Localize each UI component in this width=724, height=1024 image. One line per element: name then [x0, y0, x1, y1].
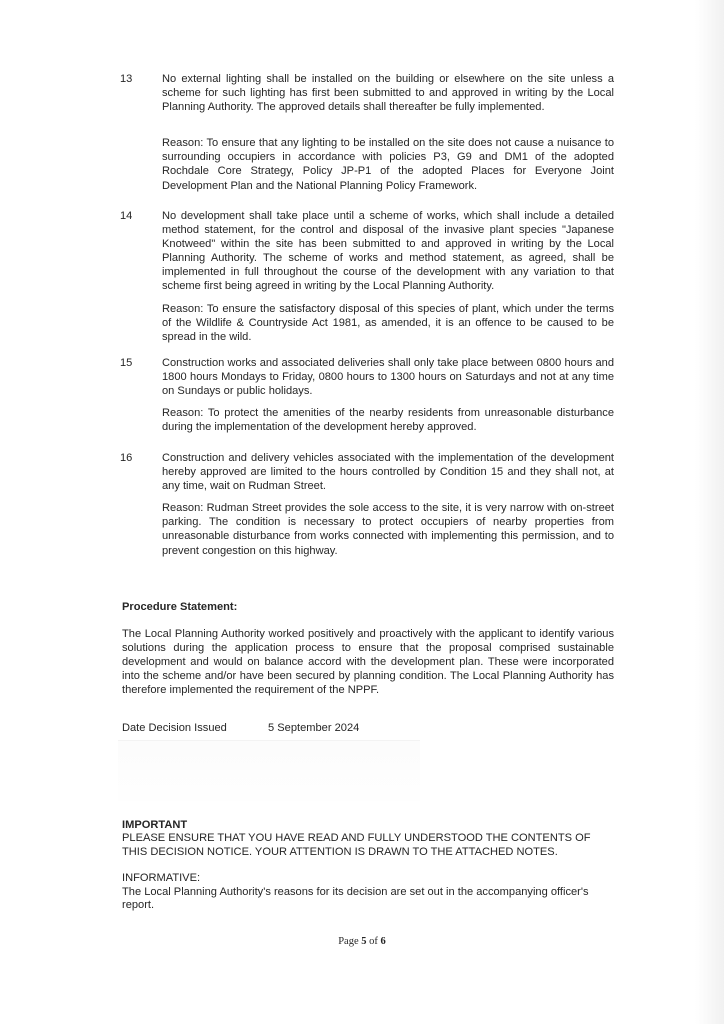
informative-title: INFORMATIVE: [122, 872, 201, 884]
condition-text: Construction and delivery vehicles associated with the implementation of the development hereby approved are limited to the hours controlled by Condition 15 and they shall not, at any time, wait on Rudman Street. [162, 452, 614, 493]
condition-14 [120, 209, 614, 344]
condition-text: No external lighting shall be installed on the building or elsewhere on the site unless a scheme for such lighting has first been submitted to and approved in writing by the Local Planning Authority. The approved details shall thereafter be fully implemented. [162, 73, 614, 114]
procedure-statement-heading [122, 600, 614, 614]
condition-body [162, 209, 614, 344]
condition-text: Construction works and associated deliveries shall only take place between 0800 hours and 1800 hours Mondays to Friday, 0800 hours to 1300 hours on Saturdays and not at any time on Sundays or public holidays. [162, 357, 614, 398]
condition-reason: Reason: To ensure the satisfactory disposal of this species of plant, which under the terms of the Wildlife & Countryside Act 1981, as amended, it is an offence to be caused to be spread in the wild. [162, 302, 614, 343]
condition-16 [120, 451, 614, 558]
condition-body [162, 72, 614, 193]
date-decision-value: 5 September 2024 [268, 722, 360, 734]
page-number-middle: of [366, 936, 381, 947]
page-number-total: 6 [380, 936, 386, 947]
signature-area [118, 740, 420, 801]
condition-15 [120, 356, 614, 434]
condition-reason: Reason: Rudman Street provides the sole access to the site, it is very narrow with on-street parking. The condition is necessary to protect occupiers of nearby properties from unreasonable disturbance from works connected with implementing this permission, and to prevent congestion on this highway. [162, 502, 614, 557]
procedure-statement-text: The Local Planning Authority worked positively and proactively with the applicant to identify various solutions during the application process to ensure that the proposal comprised sustainable development and would on balance accord with the development plan. These were incorporated into the scheme and/or have been secured by planning condition. The Local Planning Authority has therefore implemented the requirement of the NPPF. [122, 628, 614, 697]
informative-text: The Local Planning Authority's reasons for its decision are set out in the accompanying officer's report. [122, 885, 589, 912]
condition-reason: Reason: To protect the amenities of the nearby residents from unreasonable disturbance during the implementation of the development hereby approved. [162, 407, 614, 434]
condition-body [162, 451, 614, 558]
date-decision-label: Date Decision Issued [122, 722, 227, 734]
section-heading: Procedure Statement: [122, 601, 238, 613]
page-number-current: 5 [361, 936, 367, 947]
condition-number: 16 [120, 452, 133, 464]
important-notice [122, 819, 616, 859]
date-decision-row [122, 721, 359, 735]
condition-number: 13 [120, 73, 133, 85]
important-text: PLEASE ENSURE THAT YOU HAVE READ AND FULLY UNDERSTOOD THE CONTENTS OF THIS DECISION NOTICE. YOUR ATTENTION IS DRAWN TO THE ATTACHED NOTES. [122, 832, 591, 858]
important-title: IMPORTANT [122, 819, 188, 831]
condition-13 [120, 72, 614, 193]
condition-number: 15 [120, 357, 133, 369]
condition-text: No development shall take place until a scheme of works, which shall include a detailed method statement, for the control and disposal of the invasive plant species "Japanese Knotweed" within the site has been submitted to and approved in writing by the Local Planning Authority. The scheme of works and method statement, as agreed, shall be implemented in full throughout the course of the development with any variation to that scheme first being agreed in writing by the Local Planning Authority. [162, 210, 614, 293]
condition-body [162, 356, 614, 434]
informative-notice [122, 872, 616, 913]
condition-number: 14 [120, 210, 133, 222]
page-footer [0, 936, 724, 947]
condition-reason: Reason: To ensure that any lighting to be installed on the site does not cause a nuisance to surrounding occupiers in accordance with policies P3, G9 and DM1 of the adopted Rochdale Core Strategy, Policy JP-P1 of the adopted Places for Everyone Joint Development Plan and the National Planning Policy Framework. [162, 137, 614, 192]
page-number-prefix: Page [338, 936, 362, 947]
